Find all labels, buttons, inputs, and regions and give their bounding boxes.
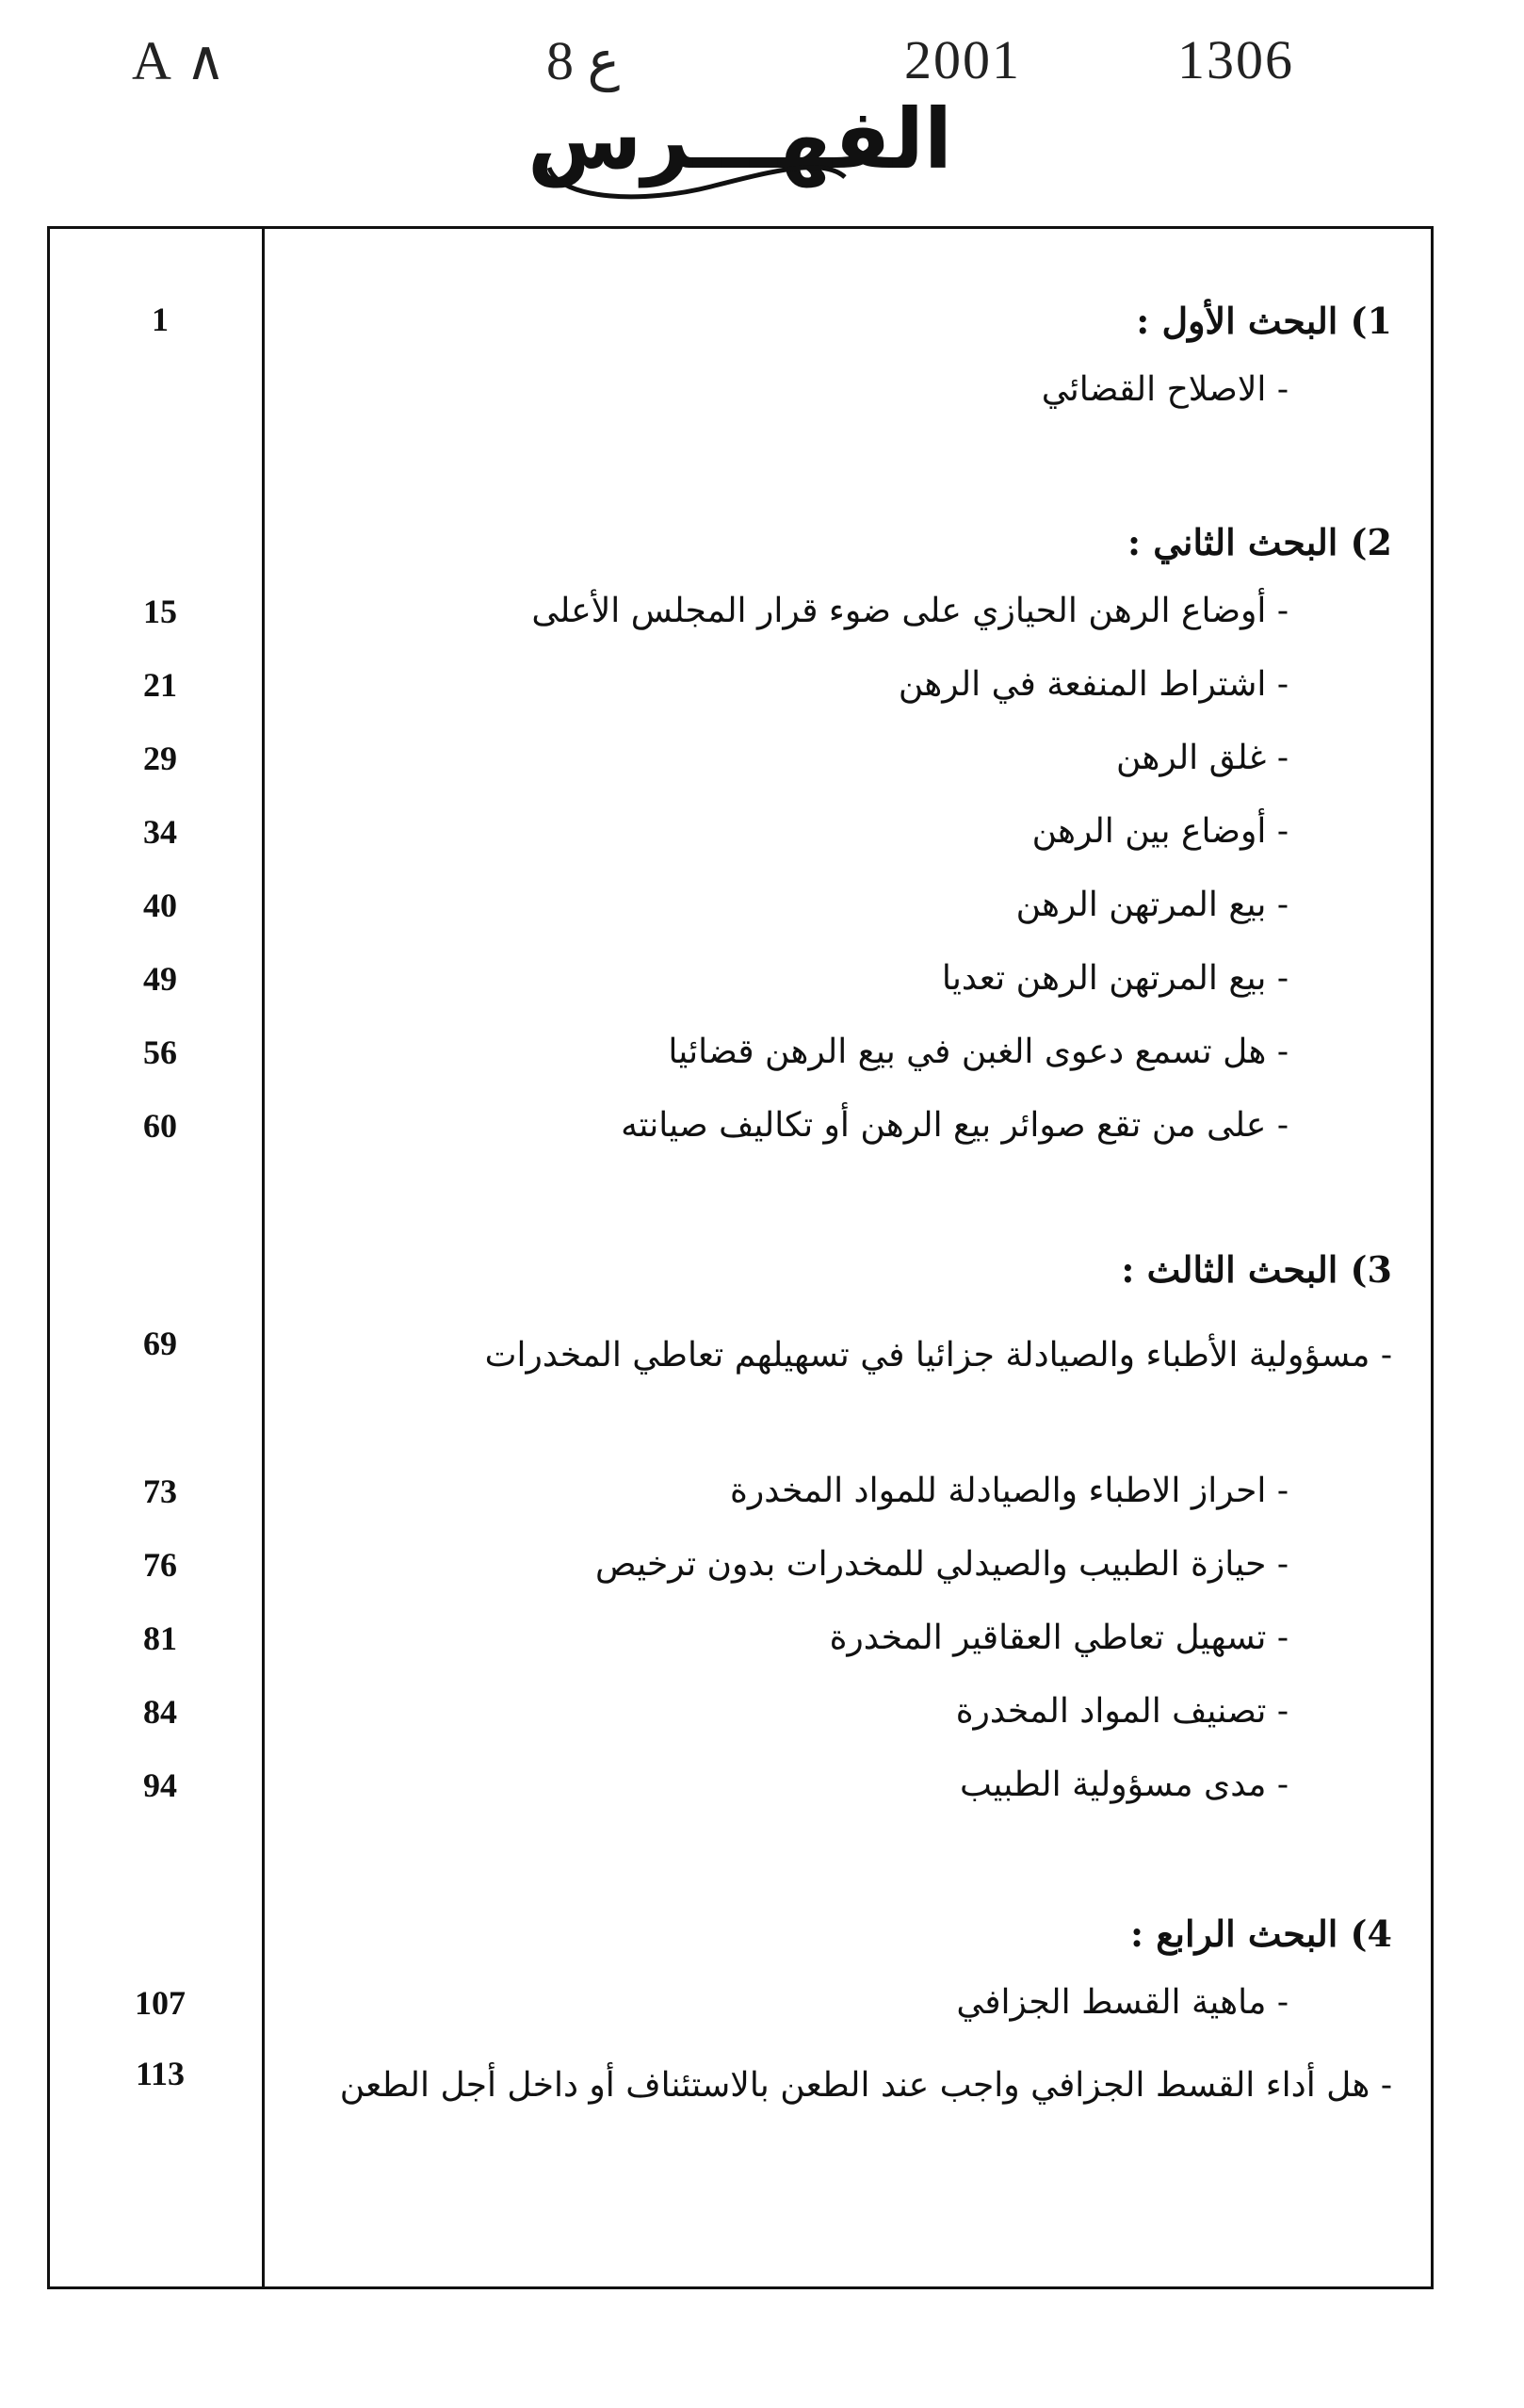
section-2-heading: 2) البحث الثاني :	[1127, 521, 1392, 563]
toc-item: - مسؤولية الأطباء والصيادلة جزائيا في تسهيلهم تعاطي المخدرات	[484, 1336, 1392, 1375]
toc-item: - على من تقع صوائر بيع الرهن أو تكاليف صيانته	[621, 1106, 1289, 1145]
toc-item: - الاصلاح القضائي	[1041, 370, 1289, 409]
toc-item: - بيع المرتهن الرهن	[1015, 886, 1289, 924]
handwritten-year: 2001	[904, 29, 1021, 90]
handwritten-mark-left: A ∧	[132, 30, 228, 91]
page-number: 76	[143, 1546, 177, 1584]
handwritten-number: 1306	[1177, 29, 1294, 90]
toc-item: - حيازة الطبيب والصيدلي للمخدرات بدون ترخيص	[595, 1545, 1289, 1584]
page-number: 94	[143, 1766, 177, 1804]
section-3-heading: 3) البحث الثالث :	[1121, 1248, 1392, 1291]
page-number: 29	[143, 740, 177, 777]
toc-item: - غلق الرهن	[1115, 739, 1289, 777]
title-swash-decoration	[542, 149, 852, 205]
section-1-heading: 1) البحث الأول :	[1136, 300, 1392, 342]
page-number: 34	[143, 813, 177, 851]
toc-item: - هل تسمع دعوى الغبن في بيع الرهن قضائيا	[668, 1033, 1289, 1071]
toc-item: - هل أداء القسط الجزافي واجب عند الطعن بالاستئناف أو داخل أجل الطعن	[339, 2066, 1392, 2105]
toc-item: - احراز الاطباء والصيادلة للمواد المخدرة	[729, 1472, 1289, 1510]
page-number: 40	[143, 887, 177, 924]
page-number: 60	[143, 1107, 177, 1145]
toc-item: - تسهيل تعاطي العقاقير المخدرة	[829, 1619, 1289, 1657]
page-number: 81	[143, 1619, 177, 1657]
page-number: 1	[152, 301, 169, 338]
page-number: 56	[143, 1033, 177, 1071]
toc-item: - مدى مسؤولية الطبيب	[960, 1765, 1289, 1804]
page-number: 21	[143, 666, 177, 704]
toc-item: - بيع المرتهن الرهن تعديا	[941, 959, 1289, 998]
toc-item: - أوضاع بين الرهن	[1031, 812, 1289, 851]
toc-item: - أوضاع الرهن الحيازي على ضوء قرار المجلس الأعلى	[531, 592, 1289, 630]
handwritten-mark-center: 8 ع	[546, 30, 621, 91]
page-title: الفهـــرس	[527, 90, 953, 187]
page-number: 107	[135, 1984, 186, 2022]
toc-item: - تصنيف المواد المخدرة	[955, 1692, 1289, 1731]
page-number: 84	[143, 1693, 177, 1731]
page-column-divider	[262, 226, 265, 2289]
page-number: 113	[135, 2055, 185, 2092]
page-number: 73	[143, 1472, 177, 1510]
page-number: 49	[143, 960, 177, 998]
toc-item: - اشتراط المنفعة في الرهن	[898, 665, 1289, 704]
page-number: 69	[143, 1325, 177, 1362]
page-number: 15	[143, 593, 177, 630]
toc-item: - ماهية القسط الجزافي	[956, 1983, 1289, 2022]
section-4-heading: 4) البحث الرابع :	[1129, 1912, 1392, 1955]
